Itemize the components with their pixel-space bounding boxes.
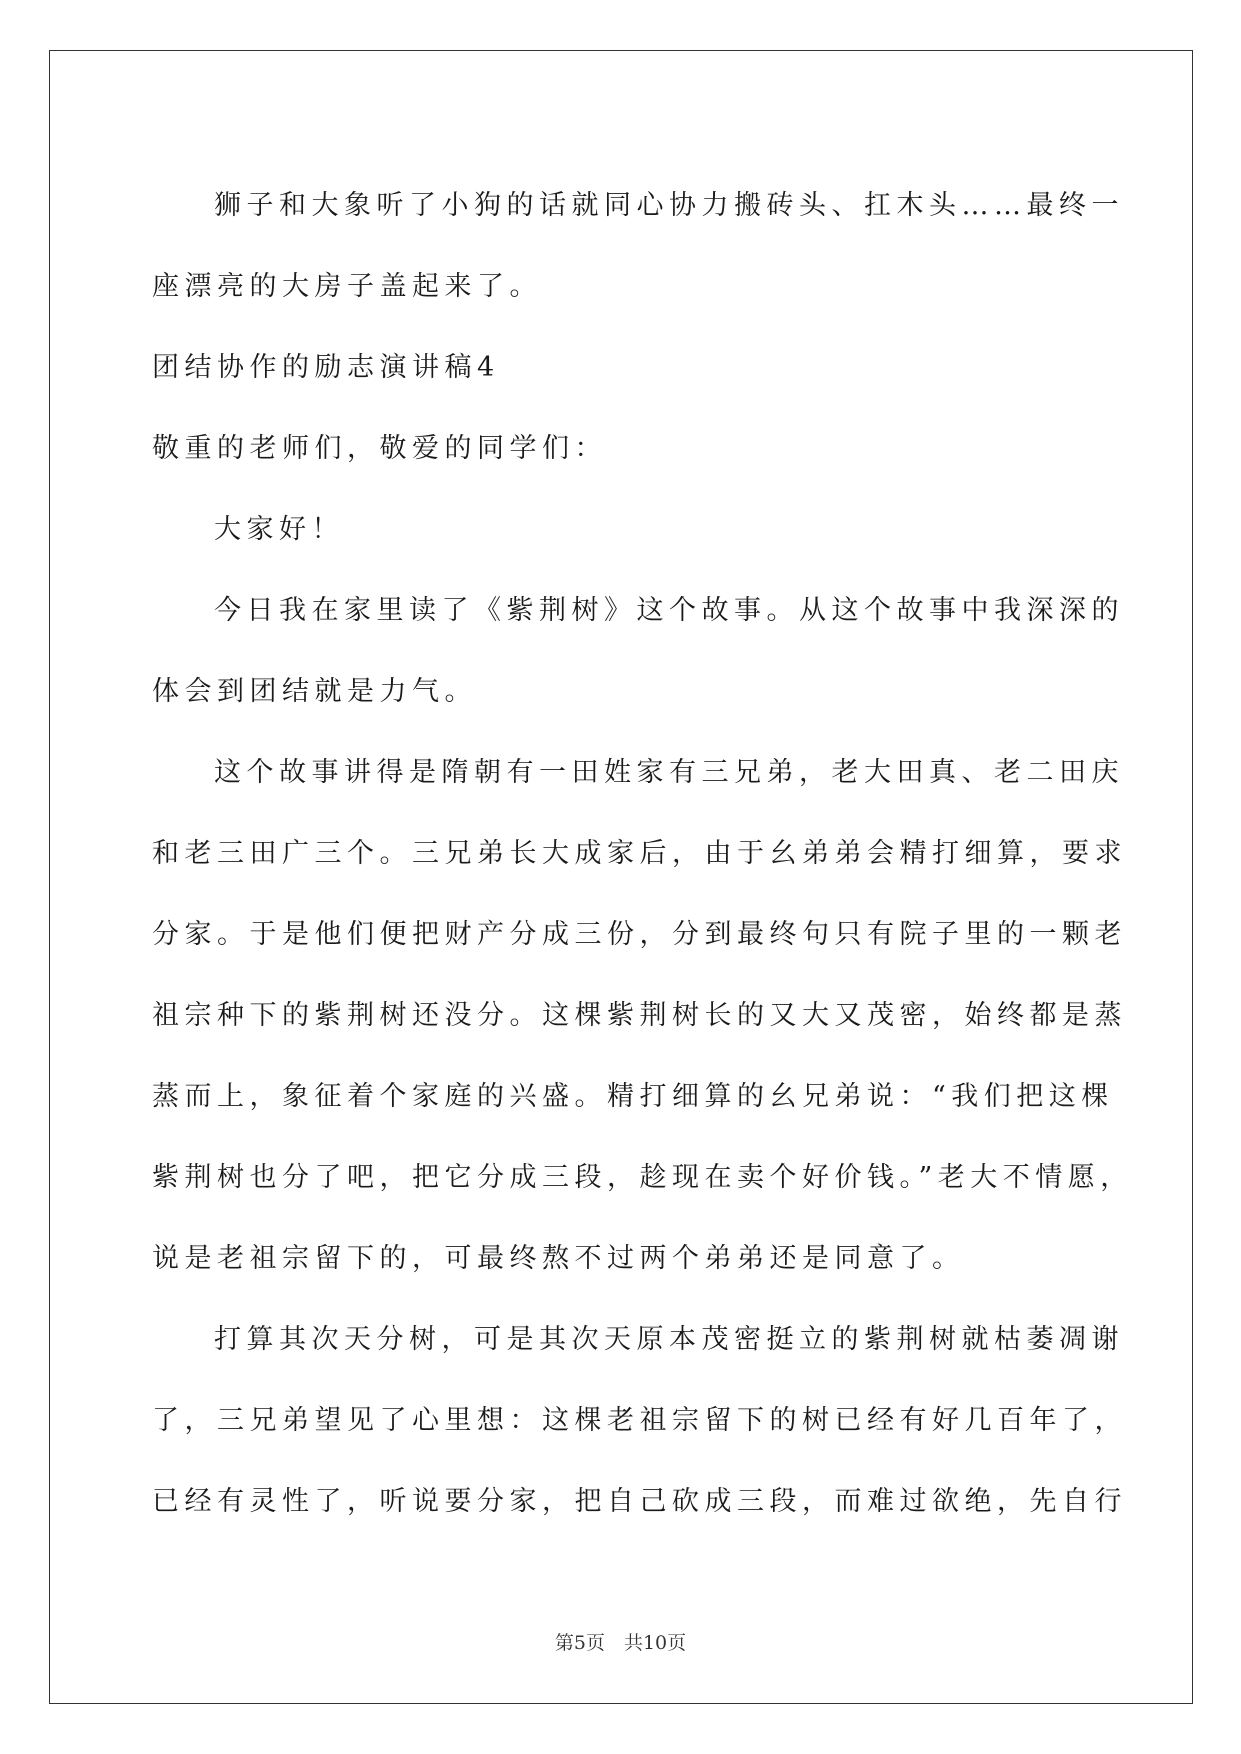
text-line-13: 紫荆树也分了吧，把它分成三段，趁现在卖个好价钱。”老大不情愿，	[152, 1162, 1133, 1193]
text-line-7: 体会到团结就是力气。	[152, 676, 477, 707]
text-line-17: 已经有灵性了，听说要分家，把自己砍成三段，而难过欲绝，先自行	[152, 1486, 1127, 1517]
document-body	[152, 165, 1133, 1542]
text-line-16: 了，三兄弟望见了心里想：这棵老祖宗留下的树已经有好几百年了，	[152, 1405, 1127, 1436]
section-heading: 团结协作的励志演讲稿4	[152, 352, 500, 383]
text-line-10: 分家。于是他们便把财产分成三份，分到最终句只有院子里的一颗老	[152, 919, 1127, 950]
text-line-6: 今日我在家里读了《紫荆树》这个故事。从这个故事中我深深的	[214, 595, 1124, 626]
text-line-14: 说是老祖宗留下的，可最终熬不过两个弟弟还是同意了。	[152, 1243, 965, 1274]
text-line-15: 打算其次天分树，可是其次天原本茂密挺立的紫荆树就枯萎凋谢	[214, 1324, 1124, 1355]
text-line-2: 座漂亮的大房子盖起来了。	[152, 271, 542, 302]
text-line-9: 和老三田广三个。三兄弟长大成家后，由于幺弟弟会精打细算，要求	[152, 838, 1127, 869]
greeting: 大家好！	[214, 514, 344, 545]
text-line-1: 狮子和大象听了小狗的话就同心协力搬砖头、扛木头……最终一	[214, 190, 1124, 221]
text-line-11: 祖宗种下的紫荆树还没分。这棵紫荆树长的又大又茂密，始终都是蒸	[152, 1000, 1127, 1031]
page-number-footer: 第5页 共10页	[554, 1632, 687, 1654]
text-line-12: 蒸而上，象征着个家庭的兴盛。精打细算的幺兄弟说：“我们把这棵	[152, 1081, 1114, 1112]
salutation: 敬重的老师们，敬爱的同学们：	[152, 433, 607, 464]
text-line-8: 这个故事讲得是隋朝有一田姓家有三兄弟，老大田真、老二田庆	[214, 757, 1124, 788]
